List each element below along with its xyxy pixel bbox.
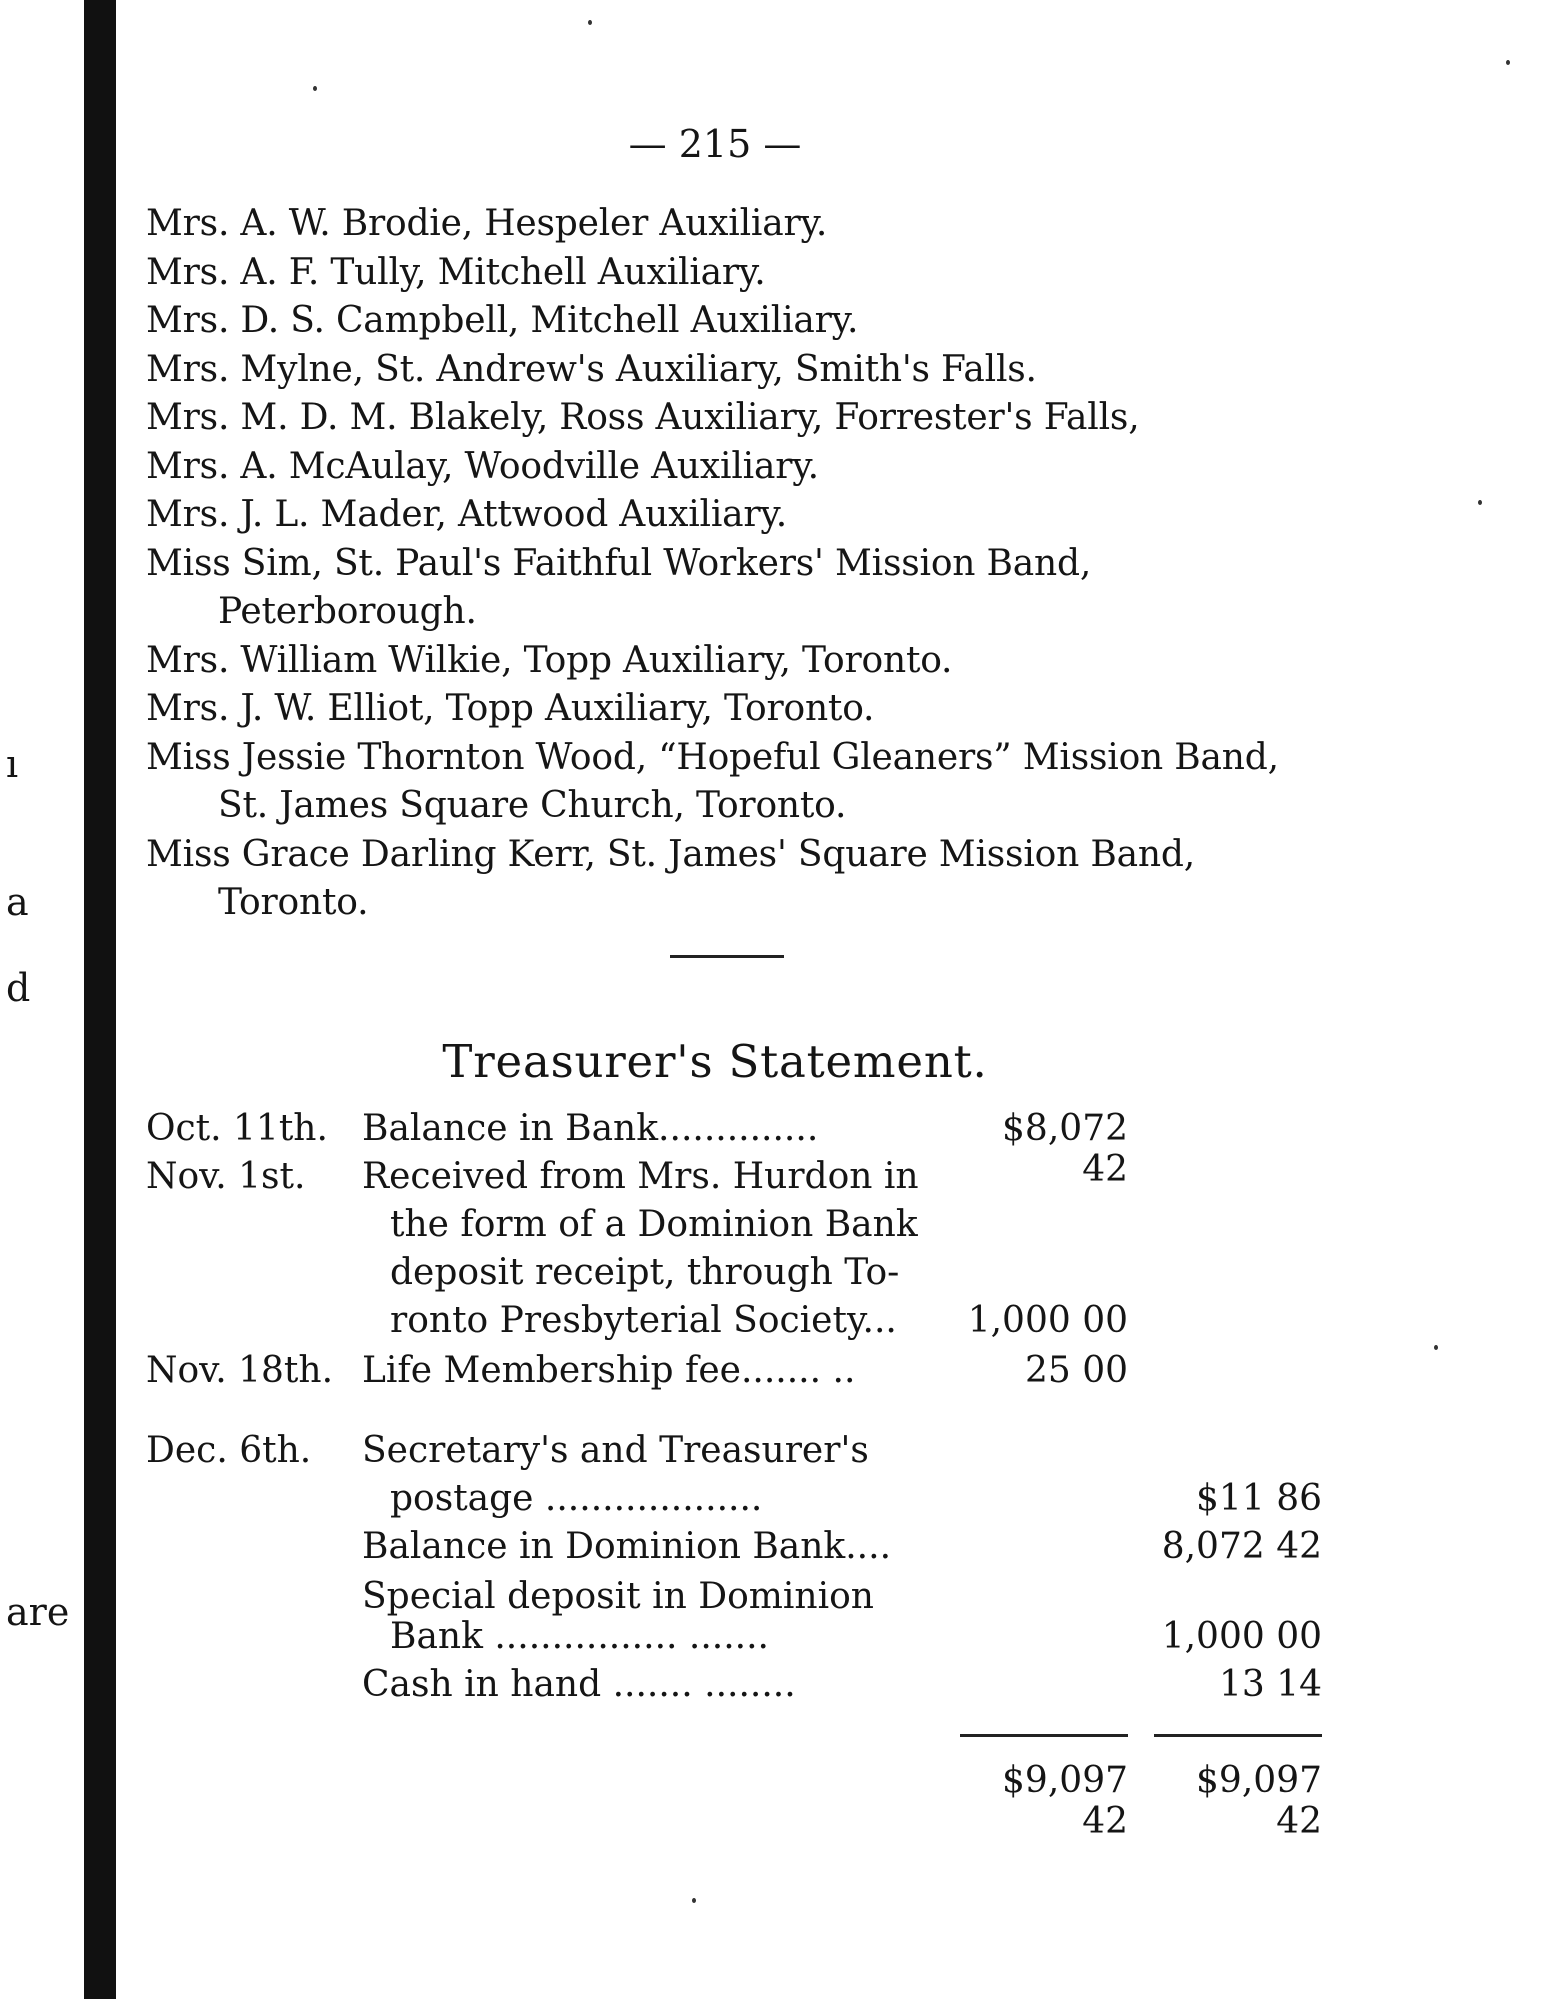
list-item: Miss Jessie Thornton Wood, “Hopeful Gleaners” Mission Band, St. James Square Church, Toronto. <box>146 736 1279 826</box>
total-rule <box>1154 1734 1322 1737</box>
total-receipts: $9,097 42 <box>1002 1760 1128 1842</box>
list-item: Miss Sim, St. Paul's Faithful Workers' Mission Band, Peterborough. <box>146 542 1092 632</box>
print-speck <box>588 20 592 25</box>
margin-fragment: d <box>6 966 31 1010</box>
entry-description: Special deposit in Dominion <box>362 1576 874 1617</box>
total-disbursements: $9,097 42 <box>1196 1760 1322 1842</box>
disbursement-amount: 8,072 42 <box>1161 1526 1322 1567</box>
entry-description: Balance in Dominion Bank.... <box>362 1526 892 1567</box>
list-item: Mrs. A. F. Tully, Mitchell Auxiliary. <box>146 251 766 293</box>
entry-description: deposit receipt, through To- <box>390 1252 900 1293</box>
disbursement-amount: 1,000 00 <box>1161 1616 1322 1657</box>
names-list <box>146 200 1331 928</box>
margin-fragment: ı <box>6 742 19 786</box>
list-item: Mrs. D. S. Campbell, Mitchell Auxiliary. <box>146 300 859 341</box>
list-item: Mrs. M. D. M. Blakely, Ross Auxiliary, Forrester's Falls, <box>146 397 1140 438</box>
list-item: Mrs. J. W. Elliot, Topp Auxiliary, Toronto. <box>146 688 875 729</box>
total-rule <box>960 1734 1128 1737</box>
print-speck <box>692 1898 696 1903</box>
entry-description: ronto Presbyterial Society... <box>390 1300 897 1341</box>
print-speck <box>1506 60 1510 65</box>
entry-description: Received from Mrs. Hurdon in <box>362 1156 919 1197</box>
list-item: Mrs. A. W. Brodie, Hespeler Auxiliary. <box>146 203 828 244</box>
list-item: Mrs. Mylne, St. Andrew's Auxiliary, Smith's Falls. <box>146 348 1037 390</box>
entry-description: Cash in hand ....... ........ <box>362 1664 796 1705</box>
entry-description: Life Membership fee....... .. <box>362 1350 856 1391</box>
print-speck <box>1434 1345 1438 1350</box>
margin-fragment: a <box>6 880 29 924</box>
entry-date: Nov. 18th. <box>146 1350 334 1391</box>
receipt-amount: 25 00 <box>1024 1350 1128 1391</box>
list-item: Mrs. A. McAulay, Woodville Auxiliary. <box>146 445 819 487</box>
margin-fragment: are <box>6 1590 70 1634</box>
entry-date: Dec. 6th. <box>146 1430 312 1471</box>
entry-date: Oct. 11th. <box>146 1108 328 1149</box>
disbursement-amount: $11 86 <box>1196 1478 1322 1519</box>
entry-description: Balance in Bank.............. <box>362 1108 819 1149</box>
entry-description: Secretary's and Treasurer's <box>362 1430 869 1471</box>
print-speck <box>1478 500 1482 505</box>
entry-date: Nov. 1st. <box>146 1156 306 1197</box>
binding-edge <box>84 0 116 1999</box>
receipt-amount: $8,072 42 <box>1002 1108 1128 1190</box>
statement-title: Treasurer's Statement. <box>442 1035 988 1088</box>
receipt-amount: 1,000 00 <box>967 1300 1128 1341</box>
disbursement-amount: 13 14 <box>1218 1664 1322 1705</box>
entry-description: the form of a Dominion Bank <box>390 1204 918 1245</box>
entry-description: Bank ................ ....... <box>390 1616 770 1657</box>
entry-description: postage ................... <box>390 1478 763 1519</box>
print-speck <box>313 86 317 91</box>
list-item: Mrs. William Wilkie, Topp Auxiliary, Toronto. <box>146 639 953 681</box>
page-number: — 215 — <box>628 122 802 166</box>
list-item: Mrs. J. L. Mader, Attwood Auxiliary. <box>146 494 788 535</box>
section-divider <box>670 955 784 958</box>
list-item: Miss Grace Darling Kerr, St. James' Square Mission Band, Toronto. <box>146 833 1195 923</box>
